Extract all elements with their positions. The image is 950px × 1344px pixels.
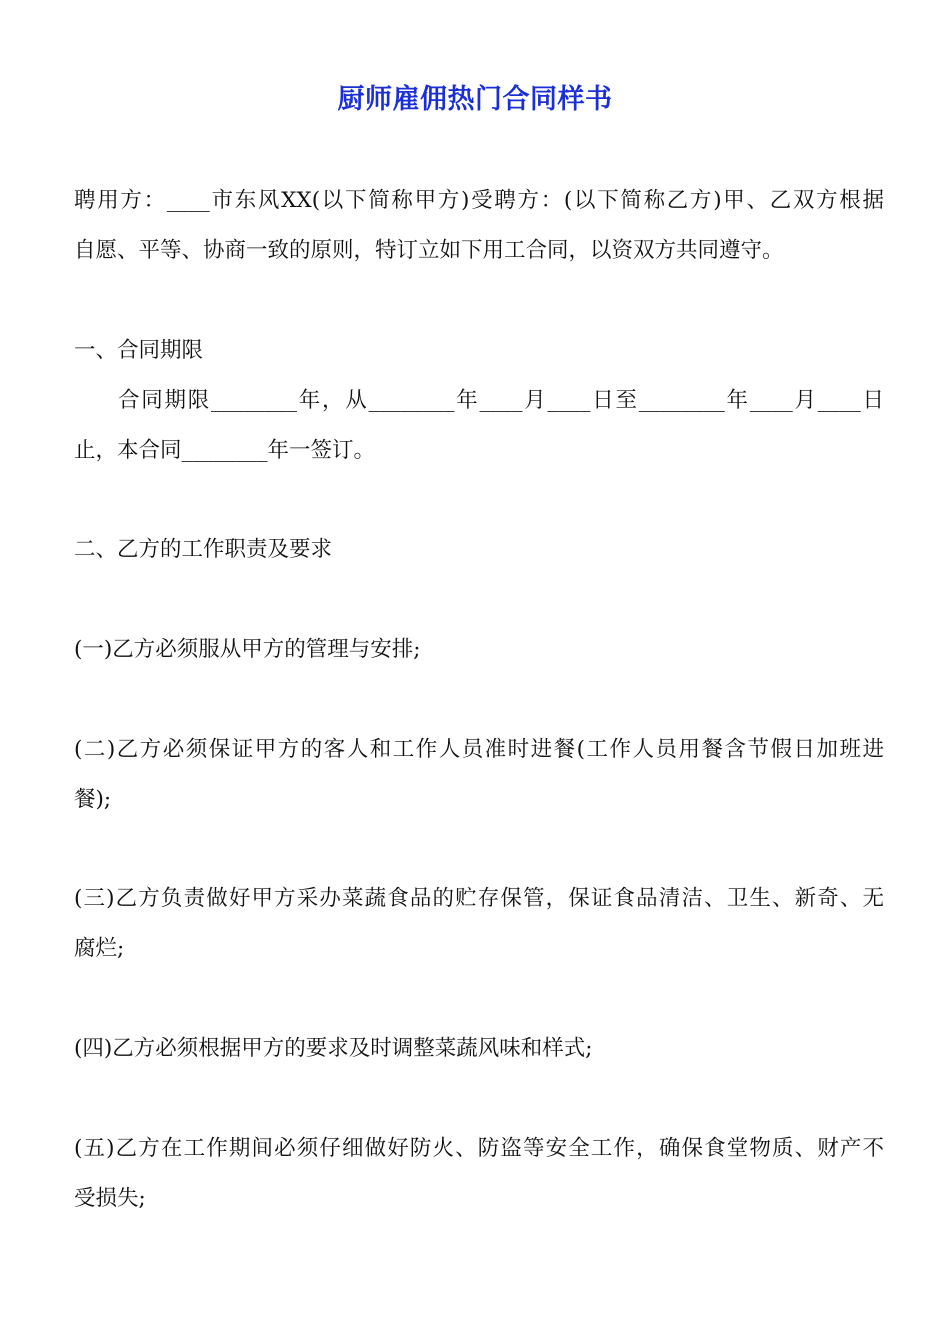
duty-item-2-line-2: 餐);: [74, 787, 112, 812]
intro-line-1: 聘用方：____市东风XX(以下简称甲方)受聘方：(以下简称乙方)甲、乙双方根据: [74, 188, 884, 213]
duty-item-5-line-1: (五)乙方在工作期间必须仔细做好防火、防盗等安全工作，确保食堂物质、财产不: [74, 1136, 884, 1161]
section-heading-2: 二、乙方的工作职责及要求: [74, 537, 333, 562]
duty-item-2-line-1: (二)乙方必须保证甲方的客人和工作人员准时进餐(工作人员用餐含节假日加班进: [74, 737, 884, 762]
section-heading-1: 一、合同期限: [74, 338, 204, 363]
duty-item-3-line-1: (三)乙方负责做好甲方采办菜蔬食品的贮存保管，保证食品清洁、卫生、新奇、无: [74, 886, 884, 911]
duty-item-5-line-2: 受损失;: [74, 1186, 146, 1211]
term-line-2: 止，本合同________年一签订。: [74, 438, 376, 463]
intro-line-2: 自愿、平等、协商一致的原则，特订立如下用工合同，以资双方共同遵守。: [74, 238, 784, 263]
duty-item-1: (一)乙方必须服从甲方的管理与安排;: [74, 637, 421, 662]
term-line-1: 合同期限________年，从________年____月____日至________年____月____日: [118, 388, 884, 413]
duty-item-3-line-2: 腐烂;: [74, 936, 125, 961]
duty-item-4: (四)乙方必须根据甲方的要求及时调整菜蔬风味和样式;: [74, 1036, 593, 1061]
document-title: 厨师雇佣热门合同样书: [337, 84, 613, 115]
